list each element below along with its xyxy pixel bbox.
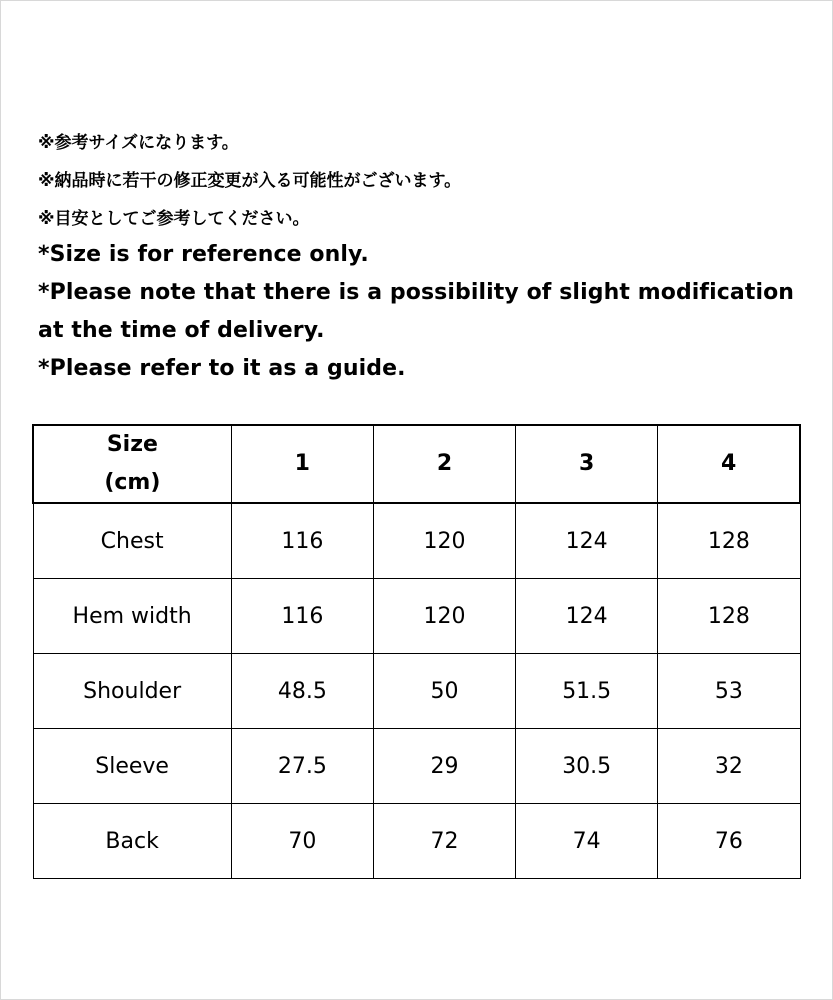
- table-cell: 50: [373, 654, 515, 729]
- table-header-row: [33, 425, 800, 503]
- row-label: Chest: [33, 503, 231, 579]
- row-label: Hem width: [33, 579, 231, 654]
- size-column-header: 1: [231, 425, 373, 503]
- table-cell: 29: [373, 729, 515, 804]
- unit-header-label: (cm): [104, 470, 161, 495]
- note-jp-reference: ※参考サイズになります。: [38, 133, 239, 153]
- table-row: [33, 654, 800, 729]
- size-column-header: 3: [516, 425, 658, 503]
- notes-section: [38, 124, 818, 388]
- table-cell: 116: [231, 579, 373, 654]
- table-row: [33, 729, 800, 804]
- size-column-header: 4: [658, 425, 800, 503]
- table-cell: 128: [658, 579, 800, 654]
- table-cell: 74: [516, 804, 658, 879]
- note-jp-modification: ※納品時に若干の修正変更が入る可能性がございます。: [38, 171, 462, 191]
- size-column-header: 2: [373, 425, 515, 503]
- size-table: [32, 424, 801, 879]
- note-en-modification: *Please note that there is a possibility of slight modification at the time of delivery.: [38, 280, 795, 343]
- table-cell: 120: [373, 503, 515, 579]
- row-label: Sleeve: [33, 729, 231, 804]
- table-cell: 27.5: [231, 729, 373, 804]
- note-en-reference: *Size is for reference only.: [38, 242, 369, 267]
- size-unit-header: [33, 425, 231, 503]
- row-label: Back: [33, 804, 231, 879]
- table-cell: 124: [516, 579, 658, 654]
- note-en-guide: *Please refer to it as a guide.: [38, 356, 406, 381]
- table-cell: 76: [658, 804, 800, 879]
- table-cell: 32: [658, 729, 800, 804]
- table-cell: 48.5: [231, 654, 373, 729]
- note-jp-guide: ※目安としてご参考してください。: [38, 209, 310, 229]
- table-cell: 53: [658, 654, 800, 729]
- table-row: [33, 579, 800, 654]
- table-cell: 72: [373, 804, 515, 879]
- table-row: [33, 503, 800, 579]
- size-header-label: Size: [106, 432, 158, 457]
- row-label: Shoulder: [33, 654, 231, 729]
- table-cell: 128: [658, 503, 800, 579]
- table-cell: 30.5: [516, 729, 658, 804]
- table-cell: 116: [231, 503, 373, 579]
- table-cell: 51.5: [516, 654, 658, 729]
- table-cell: 70: [231, 804, 373, 879]
- table-row: [33, 804, 800, 879]
- table-cell: 120: [373, 579, 515, 654]
- table-cell: 124: [516, 503, 658, 579]
